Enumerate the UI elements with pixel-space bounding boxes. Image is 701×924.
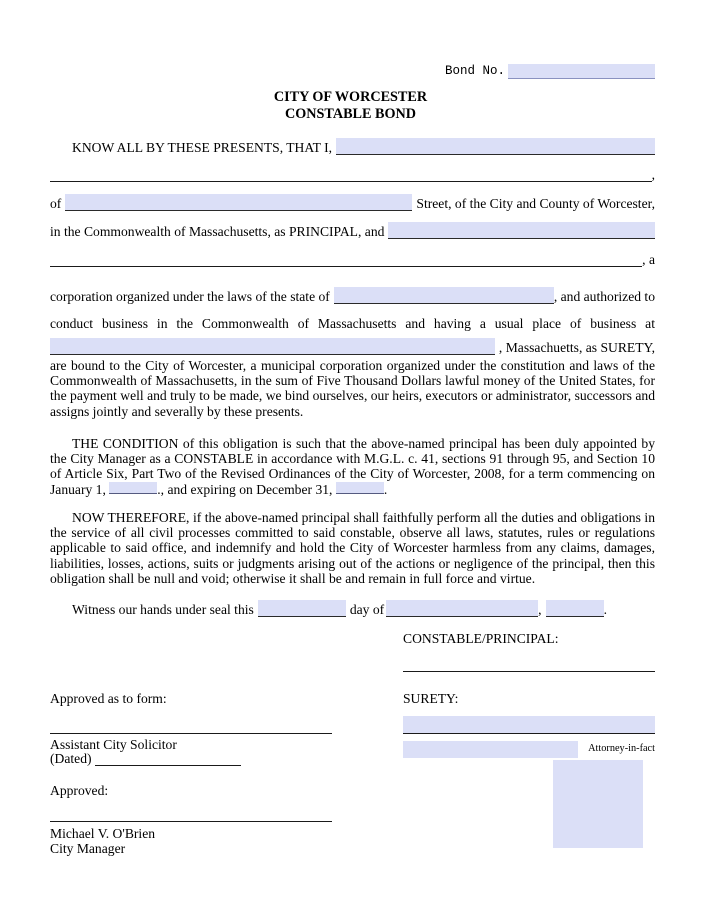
surety-signature-field[interactable] [403,716,655,734]
street-suffix-text: Street, of the City and County of Worcester, [416,195,655,211]
principal-name-continuation-line [50,160,655,182]
signature-rule [50,160,652,182]
attorney-in-fact-label: Attorney-in-fact [588,743,655,754]
term-start-year-field[interactable] [109,482,157,494]
address-line [50,194,655,211]
state-prefix-text: corporation organized under the laws of the state of [50,288,330,304]
dated-row [50,751,241,766]
seal-field[interactable] [553,760,643,848]
condition-paragraph [50,436,655,497]
document-title [0,89,701,122]
witness-day-field[interactable] [258,600,346,617]
bond-number-field[interactable] [508,64,655,79]
comma-a-suffix: , a [642,251,655,267]
dated-label: (Dated) [50,751,92,766]
term-end-year-field[interactable] [336,482,384,494]
principal-and-text: in the Commonwealth of Massachusetts, as PRINCIPAL, and [50,223,385,239]
attorney-in-fact-row [403,741,655,758]
city-manager-signature-line [50,798,332,822]
bound-paragraph: are bound to the City of Worcester, a municipal corporation organized under the constitution and laws of the Commonwealth of Massachusetts, in the sum of Five Thousand Dollars lawful money of the United States, for the payment well and truly to be made, we bind ourselves, our heirs, executors or administrator, successors and assigns jointly and severally by these presents. [50,358,655,419]
signature-rule [50,245,642,267]
state-suffix-text: , and authorized to [553,288,655,304]
constable-principal-label: CONSTABLE/PRINCIPAL: [403,631,559,646]
attorney-in-fact-field[interactable] [403,741,578,758]
assistant-city-solicitor-label: Assistant City Solicitor [50,737,177,752]
approved-as-to-form-label: Approved as to form: [50,691,167,706]
surety-label: SURETY: [403,691,459,706]
surety-name-field[interactable] [388,222,655,239]
presents-line [50,138,655,155]
city-manager-title: City Manager [50,841,126,856]
solicitor-signature-line [50,710,332,734]
principal-and-line [50,222,655,239]
title-line-1: CITY OF WORCESTER [273,89,428,105]
witness-month-field[interactable] [386,600,538,617]
witness-line [50,600,655,617]
principal-name-field[interactable] [336,138,655,155]
city-manager-name: Michael V. O'Brien [50,826,156,841]
approved-label: Approved: [50,783,109,798]
bond-number-row [445,64,655,79]
constable-signature-line [403,650,655,672]
surety-name-continuation-line [50,245,655,267]
comma-text: , [538,601,542,617]
condition-text-1: THE CONDITION of this obligation is such that the above-named principal has been duly appointed by the City Manager as a CONSTABLE in accordance with M.G.L. c. 41, sections 91 through 95, and Section 10 of Article Six, Part Two of the Revised Ordinances of the City of Worcester, 2008, for a term commencing on January 1, [50,436,655,497]
now-therefore-paragraph: NOW THEREFORE, if the above-named principal shall faithfully perform all the duties and obligations in the service of all civil processes committed to said constable, observe all laws, statutes, rules or regulations applicable to said office, and indemnify and hold the City of Worcester harmless from any claims, damages, liabilities, losses, actions, suits or judgments arising out of the actions or negligence of the principal, then this obligation shall be null and void; otherwise it shall be and remain in full force and virtue. [50,510,655,586]
witness-year-field[interactable] [546,600,604,617]
state-line [50,287,655,304]
business-address-field[interactable] [50,338,495,355]
business-address-line [50,338,655,355]
presents-text: KNOW ALL BY THESE PRESENTS, THAT I, [72,139,333,155]
dated-line [95,752,241,766]
bond-number-label: Bond No. [444,64,505,78]
day-of-text: day of [349,601,385,617]
condition-text-2: ., and expiring on December 31, [157,481,333,497]
comma-suffix: , [651,166,655,182]
street-field[interactable] [65,194,412,211]
title-line-2: CONSTABLE BOND [285,105,416,122]
state-field[interactable] [334,287,554,304]
period-text: . [603,601,607,617]
surety-suffix-text: , Massachuetts, as SURETY, [498,339,655,355]
condition-text-3: . [383,481,388,497]
of-text: of [50,195,62,211]
witness-text: Witness our hands under seal this [72,601,254,617]
conduct-business-line: conduct business in the Commonwealth of Massachusetts and having a usual place of business at [50,316,655,331]
